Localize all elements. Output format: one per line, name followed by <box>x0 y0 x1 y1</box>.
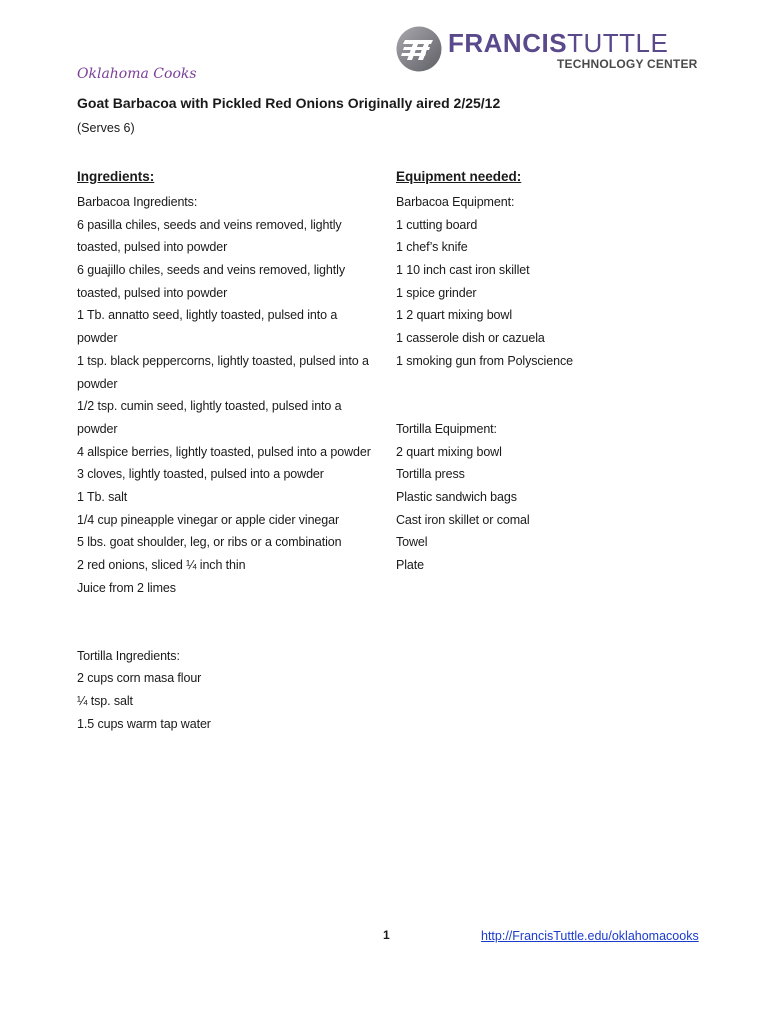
equipment-heading: Equipment needed: <box>396 169 522 184</box>
list-item: powder <box>77 421 118 436</box>
list-item: Juice from 2 limes <box>77 580 176 595</box>
servings: (Serves 6) <box>77 121 135 135</box>
list-item: 1 Tb. salt <box>77 489 128 504</box>
list-item: 1 tsp. black peppercorns, lightly toasted, pulsed into a <box>77 353 369 368</box>
list-item: 2 red onions, sliced ¼ inch thin <box>77 558 246 572</box>
list-item: 3 cloves, lightly toasted, pulsed into a powder <box>77 467 324 482</box>
list-item: 6 guajillo chiles, seeds and veins removed, lightly <box>77 263 345 278</box>
logo-word-tuttle: TUTTLE <box>567 28 669 58</box>
spacer <box>396 395 716 418</box>
barbacoa-ingredient-list <box>77 214 387 600</box>
list-item: Plastic sandwich bags <box>396 489 517 504</box>
list-item: 1 cutting board <box>396 217 478 232</box>
tortilla-ingredient-list <box>77 667 387 735</box>
barbacoa-equipment-heading: Barbacoa Equipment: <box>396 195 515 209</box>
list-item: 2 quart mixing bowl <box>396 444 502 459</box>
tortilla-equipment-heading: Tortilla Equipment: <box>396 421 497 436</box>
list-item: Plate <box>396 558 424 572</box>
list-item: Cast iron skillet or comal <box>396 512 530 527</box>
ft-logo-icon <box>396 26 442 72</box>
ingredients-heading: Ingredients: <box>77 169 155 184</box>
barbacoa-ingredients-heading: Barbacoa Ingredients: <box>77 195 198 209</box>
francis-tuttle-logo <box>396 26 708 74</box>
tortilla-ingredients-heading: Tortilla Ingredients: <box>77 648 180 663</box>
show-name: Oklahoma Cooks <box>77 66 197 82</box>
list-item: 1 Tb. annatto seed, lightly toasted, pulsed into a <box>77 308 338 323</box>
page-number: 1 <box>383 928 390 942</box>
logo-subtitle: TECHNOLOGY CENTER <box>557 57 698 71</box>
ingredients-column <box>77 167 387 736</box>
list-item: 1 casserole dish or cazuela <box>396 331 545 346</box>
list-item: 1 2 quart mixing bowl <box>396 308 513 323</box>
list-item: powder <box>77 376 118 391</box>
footer-link[interactable]: http://FrancisTuttle.edu/oklahomacooks <box>481 929 699 943</box>
list-item: 1 10 inch cast iron skillet <box>396 263 530 278</box>
recipe-title: Goat Barbacoa with Pickled Red Onions Originally aired 2/25/12 <box>77 95 501 111</box>
logo-word-francis: FRANCIS <box>448 28 568 58</box>
list-item: toasted, pulsed into powder <box>77 240 228 255</box>
list-item: 2 cups corn masa flour <box>77 671 202 686</box>
list-item: Tortilla press <box>396 467 465 482</box>
barbacoa-equipment-list <box>396 214 716 373</box>
spacer <box>77 599 387 622</box>
list-item: 1 spice grinder <box>396 285 477 300</box>
spacer <box>396 373 716 396</box>
list-item: toasted, pulsed into powder <box>77 285 228 300</box>
equipment-column <box>396 167 716 577</box>
list-item: 6 pasilla chiles, seeds and veins removed, lightly <box>77 217 342 232</box>
list-item: 4 allspice berries, lightly toasted, pulsed into a powder <box>77 444 371 459</box>
logo-wordmark <box>448 28 668 58</box>
list-item: 1/4 cup pineapple vinegar or apple cider vinegar <box>77 512 340 527</box>
list-item: 1.5 cups warm tap water <box>77 716 211 731</box>
list-item: 5 lbs. goat shoulder, leg, or ribs or a combination <box>77 535 342 550</box>
list-item: powder <box>77 331 118 346</box>
list-item: 1 smoking gun from Polyscience <box>396 353 573 368</box>
list-item: 1 chef’s knife <box>396 240 468 255</box>
list-item: ¼ tsp. salt <box>77 694 133 709</box>
list-item: 1/2 tsp. cumin seed, lightly toasted, pulsed into a <box>77 399 342 414</box>
spacer <box>77 622 387 645</box>
tortilla-equipment-list <box>396 441 716 577</box>
list-item: Towel <box>396 535 428 550</box>
